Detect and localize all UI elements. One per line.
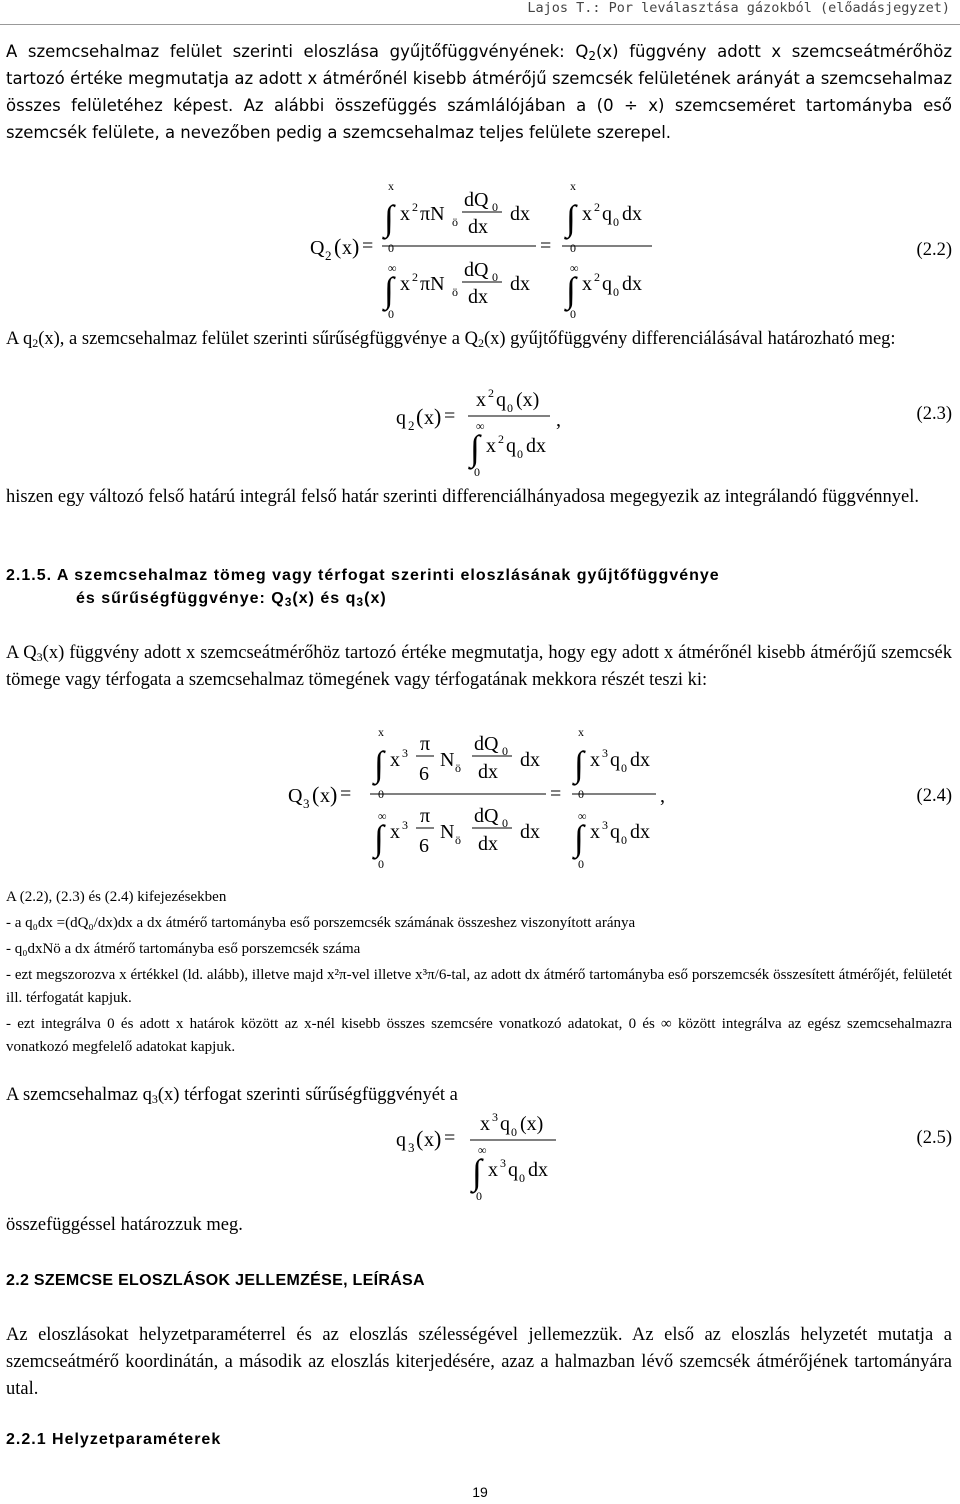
page-number: 19 [472, 1484, 488, 1500]
svg-text:ö: ö [452, 215, 458, 229]
equation-2-2 [300, 178, 680, 318]
svg-text:x: x [590, 749, 600, 771]
svg-text:∞: ∞ [378, 809, 387, 823]
svg-text:q: q [610, 749, 620, 771]
paragraph-q3-definition: A $Q_3(x)$ függvény adott x szemcseátmérőhöz tartozó értéke megmutatja, hogy egy adott x átmérőnél kisebb átmérőjű szemcsék tömege vagy térfogata a szemcsehalmaz tömegének vagy térfogatának mekkora részét teszi ki: [6, 643, 952, 690]
svg-text:dx: dx [520, 749, 540, 771]
svg-text:x: x [390, 749, 400, 771]
equation-2-4 [284, 722, 684, 872]
svg-text:0: 0 [502, 744, 508, 758]
equation-number-2-2: (2.2) [916, 240, 952, 260]
svg-text:∫: ∫ [566, 270, 576, 310]
svg-text:∫: ∫ [472, 1152, 482, 1192]
svg-text:0: 0 [570, 307, 576, 318]
svg-text:x: x [424, 407, 434, 429]
svg-text:=: = [362, 235, 374, 257]
svg-text:): ) [434, 404, 442, 429]
svg-text:0: 0 [578, 787, 584, 801]
svg-text:dx: dx [528, 1159, 548, 1181]
svg-text:Q: Q [288, 785, 303, 807]
svg-text:0: 0 [621, 833, 627, 847]
svg-text:0: 0 [613, 215, 619, 229]
svg-text:ö: ö [455, 833, 461, 847]
notes-block [6, 886, 952, 1059]
svg-text:(: ( [312, 782, 320, 807]
svg-text:dx: dx [622, 273, 642, 295]
paragraph-q2-definition: A $q_2(x)$, a szemcsehalmaz felület szerinti sűrűségfüggvénye a $Q_2(x)$ gyűjtőfüggvény differenciálásával határozható meg: [6, 329, 896, 350]
note-1: - a q₀dx =(dQ₀/dx)dx a dx átmérő tartományba eső porszemcsék számának összeshez viszonyított aránya [6, 915, 636, 931]
note-4: - ezt integrálva 0 és adott x határok között az x-nél kisebb összes szemcsére vonatkozó adatokat, 0 és ∞ között integrálva az egész szemcsehalmazra vonatkozó megfelelő adatokat kapjuk. [6, 1016, 952, 1055]
note-3: - ezt megszorozva x értékkel (ld. alább), illetve majd x²π-vel illetve x³π/6-tal, az adott dx átmérő tartományba eső porszemcsék összesített átmérőjét, felületét ill. térfogatát kapjuk. [6, 967, 952, 1006]
svg-text:): ) [352, 234, 360, 259]
svg-text:6: 6 [419, 763, 429, 785]
svg-text:π: π [420, 805, 431, 827]
section-heading-2-2: 2.2 SZEMCSE ELOSZLÁSOK JELLEMZÉSE, LEÍRÁSA [6, 1272, 425, 1289]
svg-text:x: x [390, 821, 400, 843]
svg-text:x: x [582, 273, 592, 295]
svg-text:x: x [570, 179, 576, 193]
svg-text:(: ( [416, 404, 424, 429]
svg-text:2: 2 [412, 270, 418, 284]
svg-text:q: q [610, 821, 620, 843]
svg-text:0: 0 [613, 285, 619, 299]
svg-text:dx: dx [478, 761, 498, 783]
svg-text:dQ: dQ [464, 259, 489, 281]
svg-text:(: ( [334, 234, 342, 259]
svg-text:0: 0 [507, 401, 513, 415]
svg-text:0: 0 [492, 200, 498, 214]
svg-text:∫: ∫ [384, 198, 394, 238]
svg-text:dx: dx [520, 821, 540, 843]
running-header: Lajos T.: Por leválasztása gázokból (előadásjegyzet) [527, 0, 950, 16]
svg-text:∞: ∞ [478, 1143, 487, 1157]
svg-text:∞: ∞ [570, 261, 579, 275]
svg-text:2: 2 [412, 200, 418, 214]
svg-text:x: x [486, 435, 496, 457]
svg-text:πN: πN [420, 273, 445, 295]
svg-text:3: 3 [408, 1140, 415, 1155]
svg-text:π: π [420, 733, 431, 755]
svg-text:q: q [508, 1159, 518, 1181]
svg-text:N: N [440, 821, 455, 843]
svg-text:x: x [476, 389, 486, 411]
svg-text:,: , [660, 785, 665, 807]
svg-text:∫: ∫ [574, 818, 584, 858]
notes-intro: A (2.2), (2.3) és (2.4) kifejezésekben [6, 889, 227, 905]
svg-text:ö: ö [455, 761, 461, 775]
svg-text:q: q [396, 407, 406, 429]
svg-text:dx: dx [526, 435, 546, 457]
section-heading-2-2-1: 2.2.1 Helyzetparaméterek [6, 1431, 222, 1448]
svg-text:∫: ∫ [384, 270, 394, 310]
svg-text:3: 3 [402, 818, 408, 832]
section-heading-2-1-5: 2.1.5. A szemcsehalmaz tömeg vagy térfogat szerinti eloszlásának gyűjtőfüggvénye és sűrűségfüggvénye: $Q_3(x)$ és $q_3(x)$ [6, 567, 720, 609]
svg-text:3: 3 [602, 818, 608, 832]
svg-text:3: 3 [402, 746, 408, 760]
svg-text:q: q [496, 389, 506, 411]
svg-text:0: 0 [570, 241, 576, 255]
svg-text:,: , [556, 409, 561, 431]
paragraph-differential: hiszen egy változó felső határú integrál felső határ szerinti differenciálhányadosa megegyezik az integrálandó függvénnyel. [6, 487, 919, 507]
svg-text:0: 0 [378, 857, 384, 871]
equation-2-5 [390, 1106, 610, 1206]
paragraph-intro: A szemcsehalmaz felület szerinti eloszlása gyűjtőfüggvényének: $Q_2(x)$ függvény adott x szemcseátmérőhöz tartozó értéke megmutatja az adott x átmérőnél kisebb átmérőjű szemcsék felületének arányát a szemcsehalmaz összes felületéhez képest. Az alábbi összefüggés számlálójában a (0 ÷ x) szemcseméret tartományba eső szemcsék felülete, a nevezőben pedig a szemcsehalmaz teljes felülete szerepel. [6, 42, 952, 142]
svg-text:q: q [396, 1129, 406, 1151]
svg-text:x: x [480, 1113, 490, 1135]
svg-text:0: 0 [378, 787, 384, 801]
svg-text:0: 0 [511, 1125, 517, 1139]
svg-text:∫: ∫ [374, 744, 384, 784]
svg-text:0: 0 [517, 447, 523, 461]
note-2: - q₀dxNö a dx átmérő tartományba eső porszemcsék száma [6, 941, 361, 957]
svg-text:=: = [340, 783, 352, 805]
svg-text:x: x [488, 1159, 498, 1181]
svg-text:x: x [342, 237, 352, 259]
svg-text:q: q [602, 273, 612, 295]
svg-text:=: = [550, 783, 562, 805]
svg-text:6: 6 [419, 835, 429, 857]
svg-text:q: q [506, 435, 516, 457]
svg-text:0: 0 [474, 465, 480, 479]
header-rule [0, 24, 960, 25]
svg-text:0: 0 [476, 1189, 482, 1203]
svg-text:dQ: dQ [464, 189, 489, 211]
svg-text:(x): (x) [520, 1113, 544, 1135]
svg-text:x: x [400, 273, 410, 295]
svg-text:dx: dx [630, 749, 650, 771]
svg-text:2: 2 [498, 432, 504, 446]
svg-text:2: 2 [594, 270, 600, 284]
svg-text:∫: ∫ [470, 428, 480, 468]
svg-text:0: 0 [519, 1171, 525, 1185]
svg-text:∫: ∫ [374, 818, 384, 858]
svg-text:=: = [540, 235, 552, 257]
svg-text:∫: ∫ [566, 198, 576, 238]
svg-text:x: x [590, 821, 600, 843]
svg-text:dx: dx [468, 216, 488, 238]
svg-text:dx: dx [510, 273, 530, 295]
svg-text:dx: dx [510, 203, 530, 225]
svg-text:3: 3 [492, 1110, 498, 1124]
svg-text:dx: dx [468, 286, 488, 308]
paragraph-closing: összefüggéssel határozzuk meg. [6, 1215, 243, 1235]
svg-text:x: x [424, 1129, 434, 1151]
svg-text:x: x [320, 785, 330, 807]
svg-text:=: = [444, 1127, 456, 1149]
svg-text:2: 2 [408, 418, 415, 433]
svg-text:3: 3 [500, 1156, 506, 1170]
equation-number-2-5: (2.5) [916, 1128, 952, 1148]
svg-text:∞: ∞ [388, 261, 397, 275]
svg-text:dQ: dQ [474, 805, 499, 827]
svg-text:∫: ∫ [574, 744, 584, 784]
svg-text:(: ( [416, 1126, 424, 1151]
svg-text:dx: dx [630, 821, 650, 843]
svg-text:dx: dx [622, 203, 642, 225]
svg-text:): ) [434, 1126, 442, 1151]
svg-text:0: 0 [388, 241, 394, 255]
equation-number-2-3: (2.3) [916, 404, 952, 424]
svg-text:3: 3 [602, 746, 608, 760]
svg-text:q: q [500, 1113, 510, 1135]
svg-text:=: = [444, 405, 456, 427]
svg-text:0: 0 [502, 816, 508, 830]
svg-text:q: q [602, 203, 612, 225]
svg-text:0: 0 [492, 270, 498, 284]
svg-text:x: x [388, 179, 394, 193]
svg-text:dx: dx [478, 833, 498, 855]
svg-text:x: x [400, 203, 410, 225]
svg-text:x: x [582, 203, 592, 225]
paragraph-q3-density: A szemcsehalmaz $q_3(x)$ térfogat szerinti sűrűségfüggvényét a [6, 1085, 458, 1106]
svg-text:2: 2 [488, 386, 494, 400]
svg-text:πN: πN [420, 203, 445, 225]
svg-text:ö: ö [452, 285, 458, 299]
svg-text:Q: Q [310, 237, 325, 259]
svg-text:0: 0 [621, 761, 627, 775]
svg-text:): ) [330, 782, 338, 807]
paragraph-distribution-params: Az eloszlásokat helyzetparaméterrel és az eloszlás szélességével jellemezzük. Az első az eloszlás helyzetét mutatja a szemcseátmérő koordinátán, a második az eloszlás kiterjedésére, azaz a halmazban lévő szemcsék átmérőjének tartományára utal. [6, 1325, 952, 1399]
equation-2-3 [390, 380, 610, 480]
svg-text:0: 0 [388, 307, 394, 318]
svg-text:0: 0 [578, 857, 584, 871]
svg-text:(x): (x) [516, 389, 540, 411]
svg-text:x: x [378, 725, 384, 739]
svg-text:x: x [578, 725, 584, 739]
svg-text:∞: ∞ [476, 419, 485, 433]
svg-text:2: 2 [594, 200, 600, 214]
svg-text:3: 3 [303, 796, 310, 811]
svg-text:∞: ∞ [578, 809, 587, 823]
svg-text:N: N [440, 749, 455, 771]
svg-text:dQ: dQ [474, 733, 499, 755]
equation-number-2-4: (2.4) [916, 786, 952, 806]
svg-text:2: 2 [325, 248, 332, 263]
